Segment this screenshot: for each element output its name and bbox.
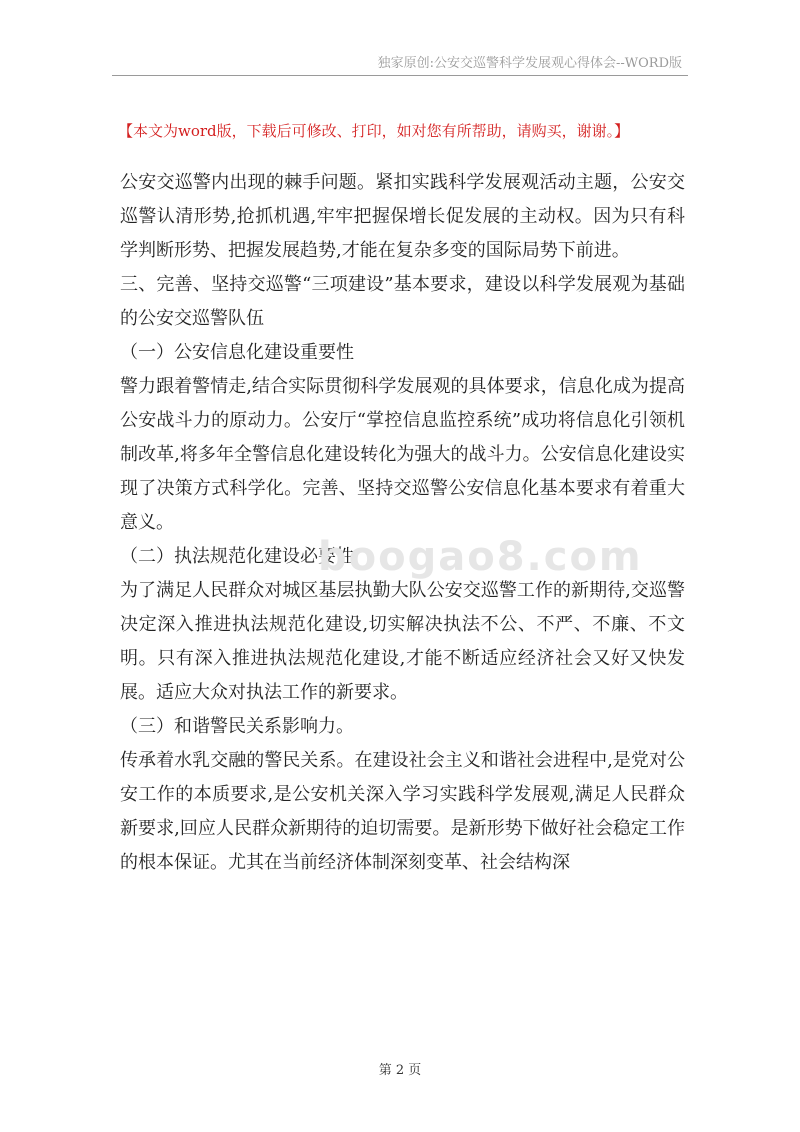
subheading-informatization: （一）公安信息化建设重要性 bbox=[120, 342, 354, 363]
download-notice: 【本文为word版，下载后可修改、打印，如对您有所帮助，请购买，谢谢。】 bbox=[118, 122, 630, 140]
section-heading-three: 三、完善、坚持交巡警“三项建设”基本要求，建设以科学发展观为基础的公安交巡警队伍 bbox=[120, 274, 685, 329]
subheading-law-enforcement: （二）执法规范化建设必要性 bbox=[120, 546, 354, 567]
paragraph-intro: 公安交巡警内出现的棘手问题。紧扣实践科学发展观活动主题，公安交巡警认清形势,抢抓机遇,牢牢把握保增长促发展的主动权。因为只有科学判断形势、把握发展趋势,才能在复杂多变的国际局势下前进。 bbox=[120, 172, 685, 261]
paragraph-law-enforcement: 为了满足人民群众对城区基层执勤大队公安交巡警工作的新期待,交巡警决定深入推进执法规范化建设,切实解决执法不公、不严、不廉、不文明。只有深入推进执法规范化建设,才能不断适应经济社会又好又快发展。适应大众对执法工作的新要求。 bbox=[120, 580, 685, 703]
document-body bbox=[120, 166, 685, 880]
running-header: 独家原创:公安交巡警科学发展观心得体会--WORD版 bbox=[377, 56, 682, 71]
paragraph-police-relations: 传承着水乳交融的警民关系。在建设社会主义和谐社会进程中,是党对公安工作的本质要求,是公安机关深入学习实践科学发展观,满足人民群众新要求,回应人民群众新期待的迫切需要。是新形势下做好社会稳定工作的根本保证。尤其在当前经济体制深刻变革、社会结构深 bbox=[120, 750, 685, 873]
subheading-police-relations: （三）和谐警民关系影响力。 bbox=[120, 716, 354, 737]
watermark: boogao8.com bbox=[318, 534, 643, 580]
header-divider bbox=[112, 75, 688, 76]
page-number: 第 2 页 bbox=[378, 1063, 422, 1078]
paragraph-informatization: 警力跟着警情走,结合实际贯彻科学发展观的具体要求，信息化成为提高公安战斗力的原动力。公安厅“掌控信息监控系统”成功将信息化引领机制改革,将多年全警信息化建设转化为强大的战斗力。公安信息化建设实现了决策方式科学化。完善、坚持交巡警公安信息化基本要求有着重大意义。 bbox=[120, 376, 685, 533]
